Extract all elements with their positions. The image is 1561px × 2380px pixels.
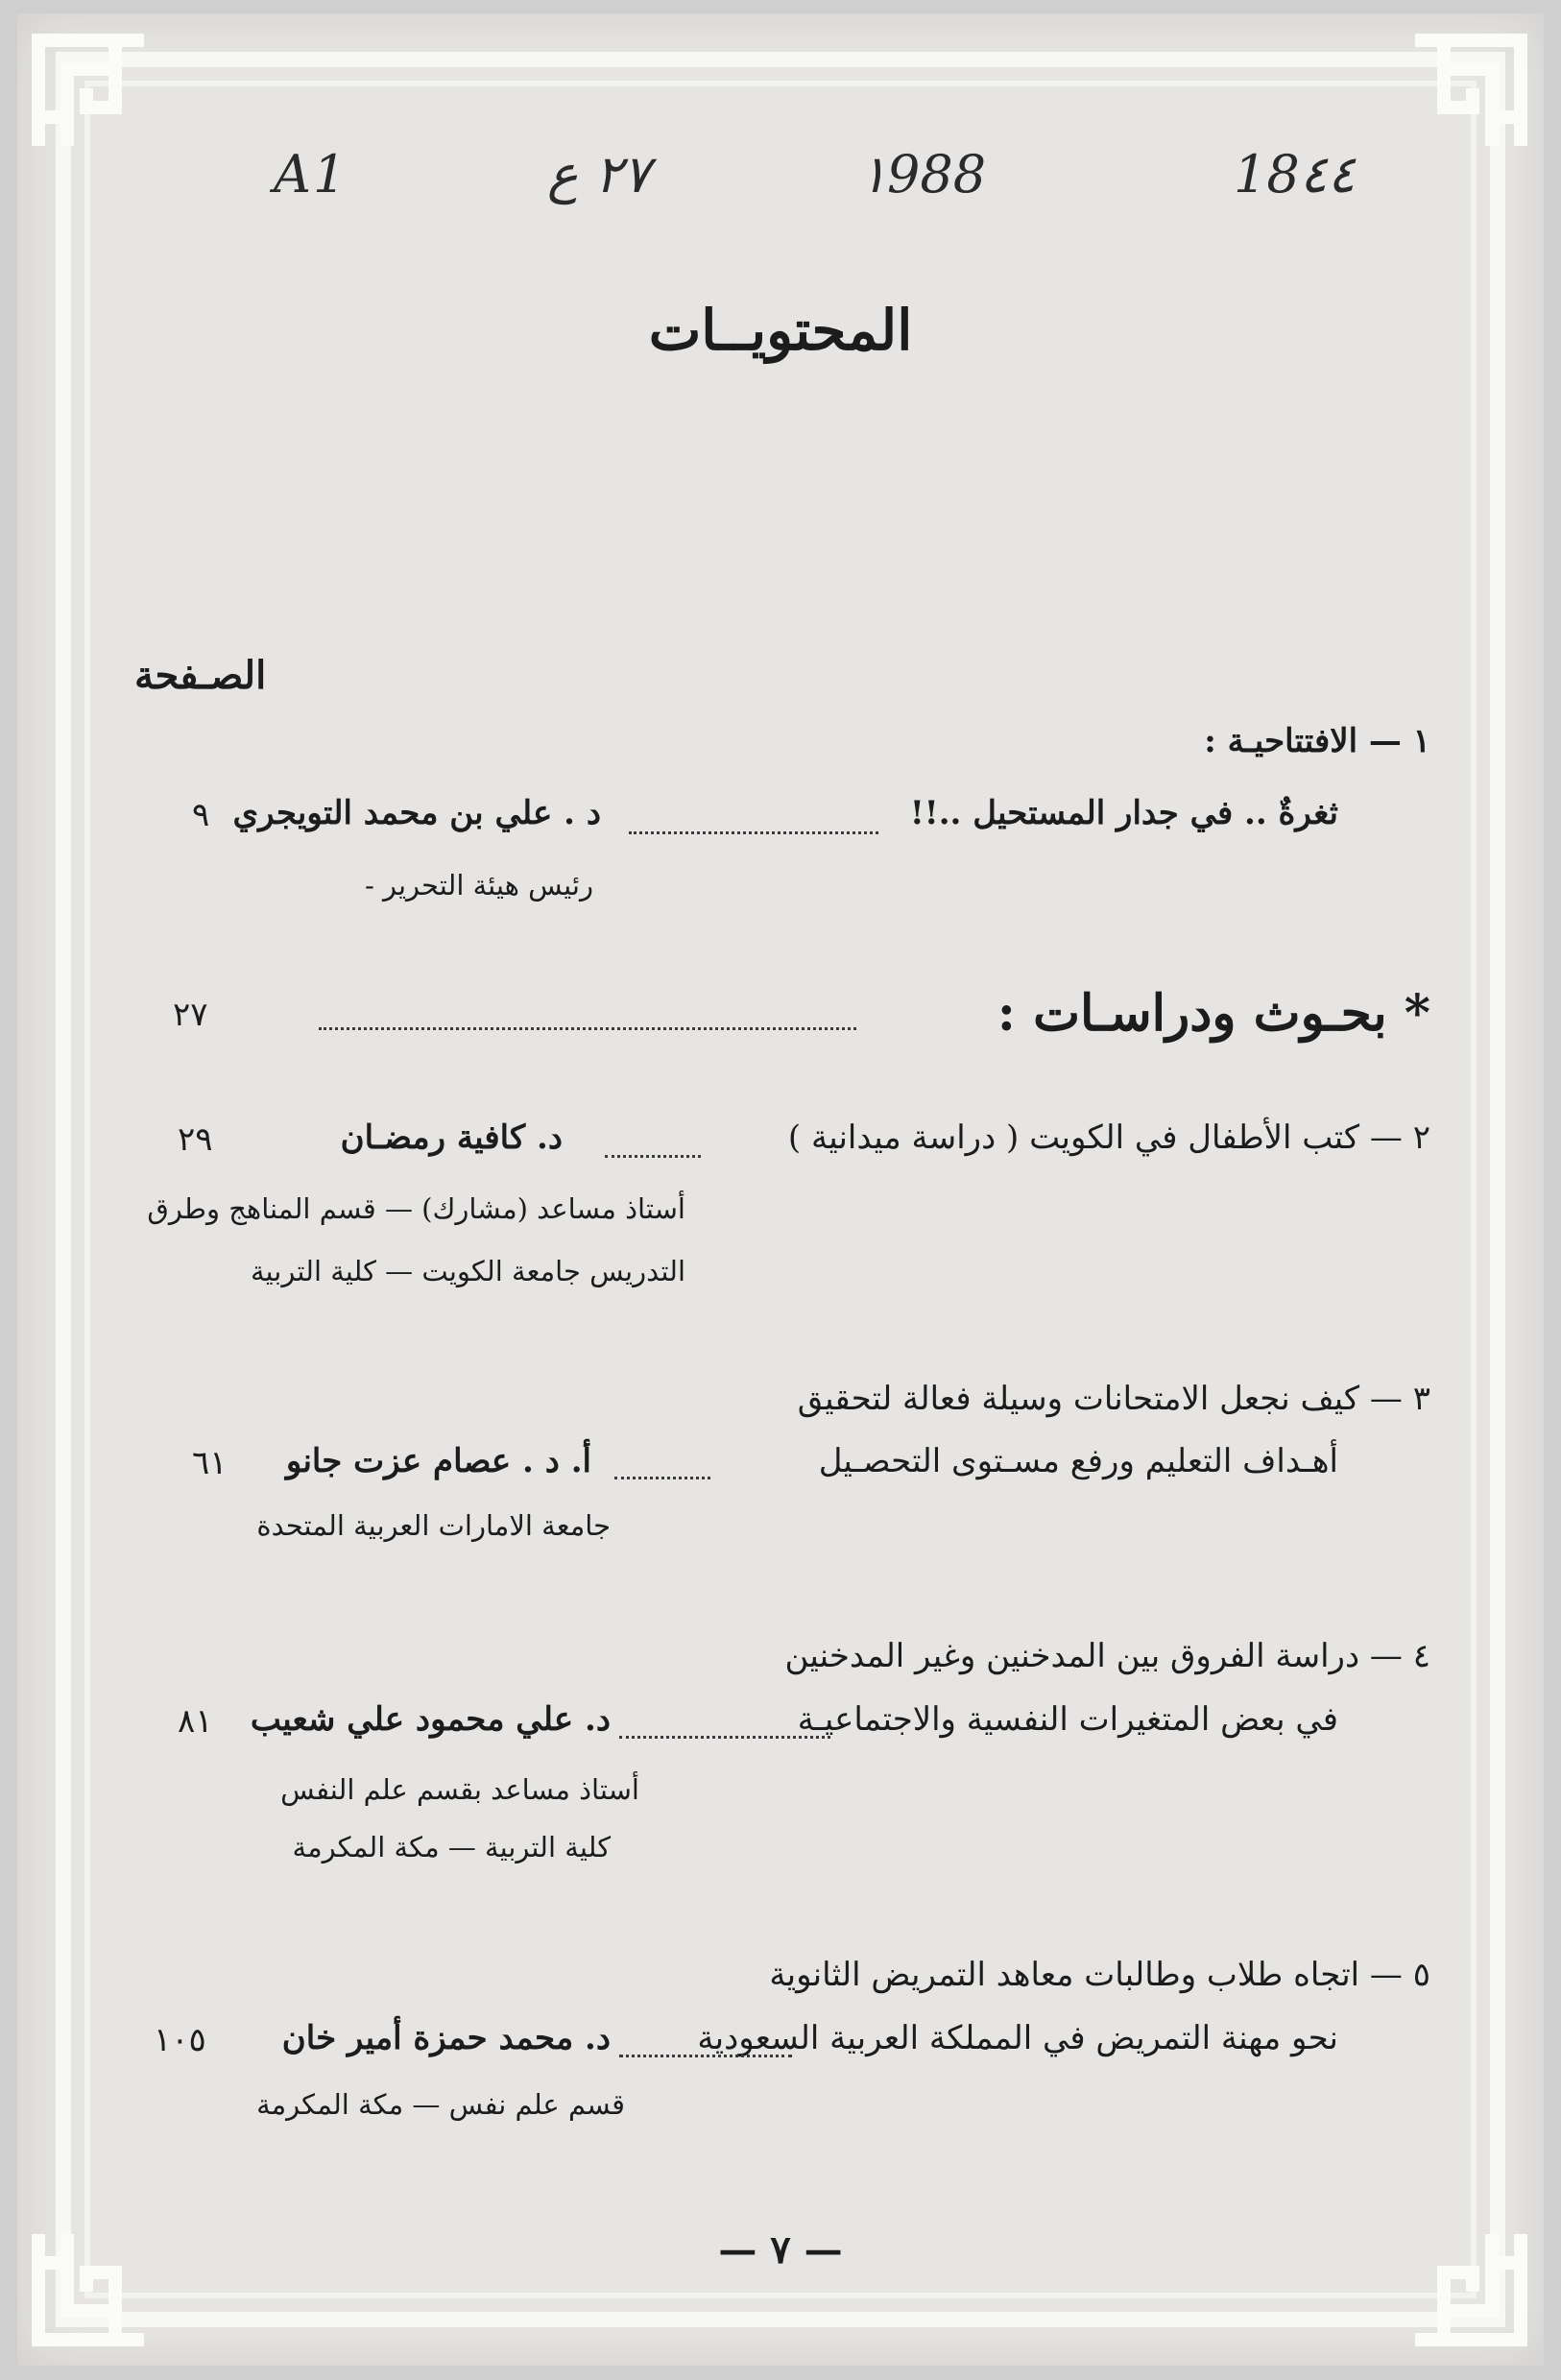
handwritten-note-c: ١988 [859,144,987,204]
leader-dots [619,1736,830,1739]
toc-entry-affiliation: التدريس جامعة الكويت — كلية التربية [251,1255,685,1287]
toc-entry-author: أ. د . عصام عزت جانو [285,1442,591,1480]
toc-entry-title[interactable]: ٤ — دراسة الفروق بين المدخنين وغير المدخنين [784,1637,1430,1675]
toc-page-number[interactable]: ٢٩ [178,1120,213,1159]
corner-ornament-icon [1396,21,1540,165]
toc-entry-affiliation: أستاذ مساعد (مشارك) — قسم المناهج وطرق [147,1192,685,1225]
toc-page-number[interactable]: ٢٧ [173,996,208,1034]
toc-entry-affiliation: قسم علم نفس — مكة المكرمة [256,2088,625,2121]
toc-entry-heading: ١ — الافتتاحيـة : [1204,722,1430,760]
toc-entry-affiliation: رئيس هيئة التحرير - [364,869,593,902]
toc-page-number[interactable]: ٩ [192,796,210,834]
toc-entry-affiliation: أستاذ مساعد بقسم علم النفس [280,1773,639,1806]
toc-entry-author: د. علي محمود علي شعيب [250,1700,611,1739]
toc-page-number[interactable]: ٨١ [178,1702,213,1741]
toc-entry-title[interactable]: ٥ — اتجاه طلاب وطالبات معاهد التمريض الثانوية [769,1956,1430,1994]
page-title: المحتويــات [648,298,913,363]
leader-dots [629,831,878,834]
toc-entry-author[interactable]: د . علي بن محمد التويجري [232,794,601,832]
leader-dots [319,1027,856,1030]
toc-entry-title[interactable]: ٢ — كتب الأطفال في الكويت ( دراسة ميدانية ) [787,1118,1430,1157]
toc-entry-title[interactable]: ٣ — كيف نجعل الامتحانات وسيلة فعالة لتحقيق [797,1380,1430,1418]
toc-entry-affiliation: كلية التربية — مكة المكرمة [292,1831,611,1863]
leader-dots [614,1477,710,1479]
handwritten-note-a: A؜1 [274,144,347,204]
toc-page-number[interactable]: ٦١ [192,1444,228,1482]
handwritten-note-b: ٢٧ ع [547,144,651,204]
toc-entry-author: د. محمد حمزة أمير خان [281,2019,611,2057]
leader-dots [619,2055,792,2057]
corner-ornament-icon [19,21,163,165]
document-page [17,13,1544,2366]
toc-entry-title: ثغرةٌ .. في جدار المستحيل ..!! [909,794,1338,832]
page-footer-number: — ٧ — [718,2227,843,2272]
toc-entry-title-line2[interactable]: نحو مهنة التمريض في المملكة العربية السعودية [697,2019,1338,2057]
toc-entry-affiliation: جامعة الامارات العربية المتحدة [256,1509,611,1542]
page-column-header: الصـفحة [134,653,267,698]
leader-dots [605,1155,701,1158]
section-heading: * بحـوث ودراسـات : [997,984,1430,1043]
toc-entry-title-line2[interactable]: في بعض المتغيرات النفسية والاجتماعيـة [797,1700,1338,1739]
toc-entry-title-line2[interactable]: أهـداف التعليم ورفع مسـتوى التحصـيل [818,1442,1338,1480]
toc-entry-author: د. كافية رمضـان [340,1118,563,1157]
handwritten-note-d: 18٤٤ [1234,144,1356,204]
toc-page-number[interactable]: ١٠٥ [154,2021,206,2059]
